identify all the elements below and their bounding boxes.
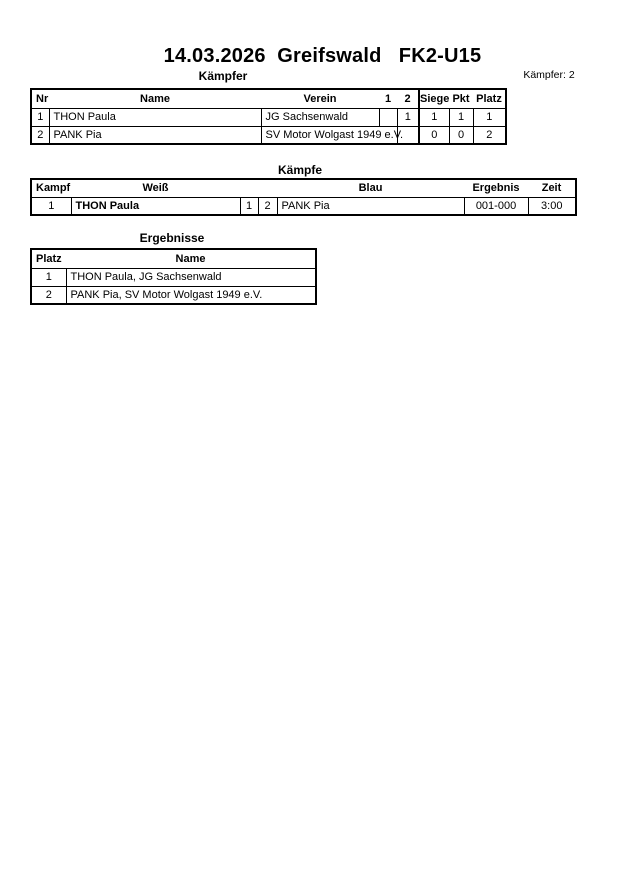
section-heading-ergebnisse: Ergebnisse xyxy=(139,231,205,245)
section-heading-kaempfer: Kämpfer xyxy=(198,69,248,83)
page-title: 14.03.2026 Greifswald FK2-U15 xyxy=(163,45,482,67)
cell-weiss-nr: 1 xyxy=(240,197,258,215)
kaempfer-table xyxy=(30,88,507,145)
cell-nr: 1 xyxy=(31,108,49,126)
cell-bout1 xyxy=(379,108,397,126)
cell-verein: SV Motor Wolgast 1949 e.V. xyxy=(261,126,397,144)
col-header-ergebnis: Ergebnis xyxy=(464,179,528,197)
cell-platz: 2 xyxy=(473,126,506,144)
section-heading-kaempfe: Kämpfe xyxy=(277,163,322,177)
col-header-name: Name xyxy=(49,89,261,108)
col-header-weiss-nr xyxy=(240,179,258,197)
cell-kampf: 1 xyxy=(31,197,71,215)
cell-nr: 2 xyxy=(31,126,49,144)
cell-name: PANK Pia xyxy=(49,126,261,144)
table-row xyxy=(31,126,506,144)
cell-pkt: 0 xyxy=(449,126,473,144)
cell-pkt: 1 xyxy=(449,108,473,126)
col-header-nr: Nr xyxy=(31,89,49,108)
cell-verein: JG Sachsenwald xyxy=(261,108,379,126)
cell-bout2: 1 xyxy=(397,108,419,126)
cell-siege: 0 xyxy=(419,126,449,144)
ergebnisse-header-row xyxy=(31,249,316,268)
cell-platz: 1 xyxy=(31,268,66,286)
col-header-zeit: Zeit xyxy=(528,179,576,197)
cell-ergebnis: 001-000 xyxy=(464,197,528,215)
col-header-platz: Platz xyxy=(473,89,506,108)
col-header-weiss: Weiß xyxy=(71,179,240,197)
cell-weiss-fighter: THON Paula xyxy=(71,197,240,215)
cell-platz: 2 xyxy=(31,286,66,304)
cell-name: PANK Pia, SV Motor Wolgast 1949 e.V. xyxy=(66,286,316,304)
cell-name: THON Paula xyxy=(49,108,261,126)
ergebnisse-table xyxy=(30,248,317,305)
col-header-name: Name xyxy=(66,249,316,268)
table-row xyxy=(31,268,316,286)
col-header-pkt: Pkt xyxy=(449,89,473,108)
table-row xyxy=(31,197,576,215)
fighter-count-label: Kämpfer: 2 xyxy=(523,69,575,81)
col-header-bout2: 2 xyxy=(397,89,419,108)
col-header-blau-nr xyxy=(258,179,277,197)
cell-platz: 1 xyxy=(473,108,506,126)
col-header-kampf: Kampf xyxy=(31,179,71,197)
cell-blau-nr: 2 xyxy=(258,197,277,215)
col-header-siege: Siege xyxy=(419,89,449,108)
cell-blau-fighter: PANK Pia xyxy=(277,197,464,215)
col-header-verein: Verein xyxy=(261,89,379,108)
kaempfe-table xyxy=(30,178,577,216)
kaempfe-header-row xyxy=(31,179,576,197)
cell-name: THON Paula, JG Sachsenwald xyxy=(66,268,316,286)
cell-zeit: 3:00 xyxy=(528,197,576,215)
col-header-blau: Blau xyxy=(277,179,464,197)
col-header-platz: Platz xyxy=(31,249,66,268)
col-header-bout1: 1 xyxy=(379,89,397,108)
table-row xyxy=(31,286,316,304)
table-row xyxy=(31,108,506,126)
kaempfer-header-row xyxy=(31,89,506,108)
cell-siege: 1 xyxy=(419,108,449,126)
